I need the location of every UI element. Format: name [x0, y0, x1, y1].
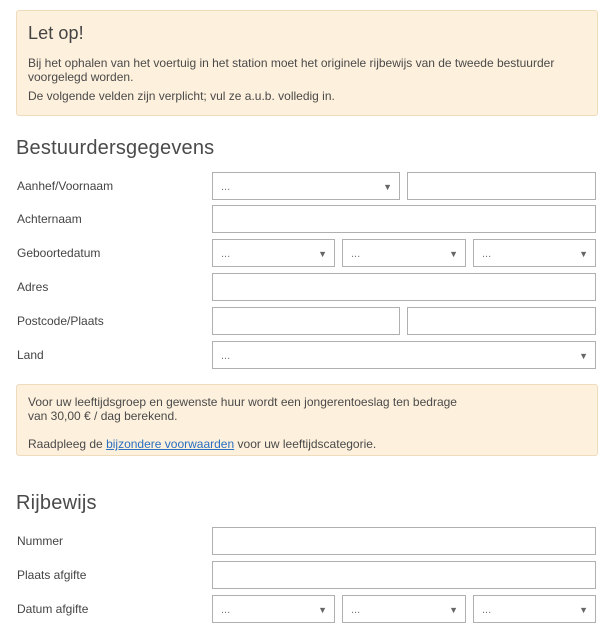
chevron-down-icon: ▼: [449, 605, 458, 615]
warning-notice: [16, 10, 598, 116]
birth-day-value: ...: [221, 248, 231, 260]
surcharge-line-1: Voor uw leeftijdsgroep en gewenste huur wordt een jongerentoeslag ten bedrage: [28, 395, 457, 409]
consult-suffix: voor uw leeftijdscategorie.: [237, 437, 377, 451]
birth-month-select[interactable]: [342, 239, 466, 267]
firstname-input[interactable]: [407, 172, 596, 200]
salutation-select[interactable]: [212, 172, 400, 200]
label-birthdate: Geboortedatum: [17, 246, 101, 260]
label-address: Adres: [17, 280, 49, 294]
section-title-driver: Bestuurdersgegevens: [16, 137, 215, 159]
place-issued-input[interactable]: [212, 561, 596, 589]
chevron-down-icon: ▼: [579, 351, 588, 361]
label-place-issued: Plaats afgifte: [17, 568, 87, 582]
notice-line-required: De volgende velden zijn verplicht; vul ze a.u.b. volledig in.: [28, 89, 335, 103]
issue-year-select[interactable]: [473, 595, 596, 623]
birth-year-value: ...: [482, 248, 492, 260]
address-input[interactable]: [212, 273, 596, 301]
surcharge-line-2: van 30,00 € / dag berekend.: [28, 409, 178, 423]
chevron-down-icon: ▼: [579, 249, 588, 259]
consult-prefix: Raadpleeg de: [28, 437, 103, 451]
birth-year-select[interactable]: [473, 239, 596, 267]
consult-line: [28, 437, 586, 451]
label-salutation-firstname: Aanhef/Voornaam: [17, 179, 114, 193]
chevron-down-icon: ▼: [383, 182, 392, 192]
label-lastname: Achternaam: [17, 212, 82, 226]
label-license-number: Nummer: [17, 534, 64, 548]
postcode-input[interactable]: [212, 307, 400, 335]
issue-month-select[interactable]: [342, 595, 466, 623]
chevron-down-icon: ▼: [318, 249, 327, 259]
label-postcode-city: Postcode/Plaats: [17, 314, 104, 328]
issue-year-value: ...: [482, 604, 492, 616]
country-select[interactable]: [212, 341, 596, 369]
notice-title: Let op!: [28, 23, 84, 43]
salutation-value: ...: [221, 181, 231, 193]
notice-line-license: Bij het ophalen van het voertuig in het station moet het originele rijbewijs van de tweede bestuurder voorgelegd worden.: [28, 56, 555, 84]
label-date-issued: Datum afgifte: [17, 602, 89, 616]
birth-month-value: ...: [351, 248, 361, 260]
issue-month-value: ...: [351, 604, 361, 616]
issue-day-value: ...: [221, 604, 231, 616]
chevron-down-icon: ▼: [579, 605, 588, 615]
age-surcharge-notice: [16, 384, 598, 456]
issue-day-select[interactable]: [212, 595, 335, 623]
special-conditions-link[interactable]: bijzondere voorwaarden: [106, 437, 235, 451]
label-country: Land: [17, 348, 44, 362]
city-input[interactable]: [407, 307, 596, 335]
section-title-license: Rijbewijs: [16, 492, 97, 514]
country-value: ...: [221, 350, 231, 362]
chevron-down-icon: ▼: [449, 249, 458, 259]
chevron-down-icon: ▼: [318, 605, 327, 615]
license-number-input[interactable]: [212, 527, 596, 555]
birth-day-select[interactable]: [212, 239, 335, 267]
lastname-input[interactable]: [212, 205, 596, 233]
